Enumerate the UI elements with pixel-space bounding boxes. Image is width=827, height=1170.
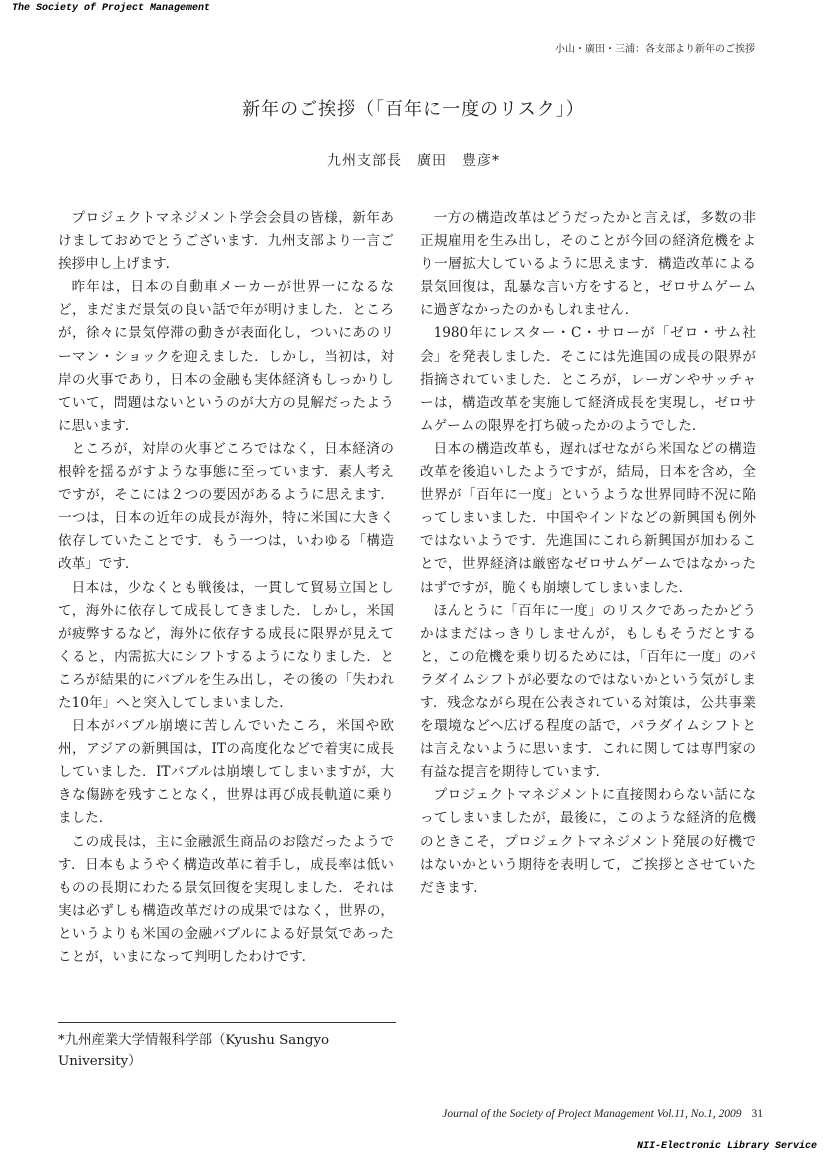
- paragraph: 1980年にレスター・C・サローが「ゼロ・サム社会」を発表しました．そこには先進国の成長の限界が指摘されていました．ところが，レーガンやサッチャーは，構造改革を実施して経済成長を実現し，ゼロサムゲームの限界を打ち破ったかのようでした．: [420, 325, 756, 434]
- left-column: [58, 207, 394, 969]
- paragraph: ところが，対岸の火事どころではなく，日本経済の根幹を揺るがすような事態に至っています．素人考えですが，そこには２つの要因があるように思えます．一つは，日本の近年の成長が海外，特に米国に大きく依存していたことです．もう一つは，いわゆる「構造改革」です．: [58, 440, 394, 573]
- paragraph: 日本の構造改革も，遅ればせながら米国などの構造改革を後追いしたようですが，結局，日本を含め，全世界が「百年に一度」というような世界同時不況に陥ってしまいました．中国やインドなどの新興国も例外ではないようです．先進国にこれら新興国が加わることで，世界経済は厳密なゼロサムゲームではなかったはずですが，脆くも崩壊してしまいました．: [420, 440, 756, 596]
- paragraph: 日本は，少なくとも戦後は，一貫して貿易立国として，海外に依存して成長してきました．しかし，米国が疲弊するなど，海外に依存する成長に限界が見えてくると，内需拡大にシフトするようになりました．ところが結果的にバブルを生み出し，その後の「失われた10年」へと突入してしまいました．: [58, 579, 394, 711]
- library-service-stamp: NII-Electronic Library Service: [636, 1141, 817, 1152]
- running-head: 小山・廣田・三浦：各支部より新年のご挨拶: [555, 44, 755, 55]
- paragraph: プロジェクトマネジメントに直接関わらない話になってしまいましたが，最後に，このような経済的危機のときこそ，プロジェクトマネジメント発展の好機ではないかという期待を表明して，ご挨拶とさせていただきます．: [420, 787, 756, 896]
- page-number: 31: [751, 1108, 763, 1120]
- footnote-divider: [58, 1022, 396, 1023]
- paragraph: この成長は，主に金融派生商品のお陰だったようです．日本もようやく構造改革に着手し，成長率は低いものの長期にわたる景気回復を実現しました．それは実は必ずしも構造改革だけの成果ではなく，世界の，というよりも米国の金融バブルによる好景気であったことが，いまになって判明したわけです．: [58, 833, 394, 965]
- paragraph: 昨年は，日本の自動車メーカーが世界一になるなど，まだまだ景気の良い話で年が明けました．ところが，徐々に景気停滞の動きが表面化し，ついにあのリーマン・ショックを迎えました．しかし，当初は，対岸の火事であり，日本の金融も実体経済もしっかりしていて，問題はないというのが大方の見解だったように思います．: [58, 279, 394, 434]
- journal-name: Journal of the Society of Project Management Vol.11, No.1, 2009: [442, 1108, 742, 1120]
- journal-citation: [442, 1108, 763, 1120]
- paragraph: 一方の構造改革はどうだったかと言えば，多数の非正規雇用を生み出し，そのことが今回の経済危機をより一層拡大しているように思えます．構造改革による景気回復は，乱暴な言い方をすると，ゼロサムゲームに過ぎなかったのかもしれません．: [420, 210, 756, 319]
- author-affiliation-footnote: *九州産業大学情報科学部（Kyushu Sangyo University）: [58, 1033, 330, 1069]
- paragraph: ほんとうに「百年に一度」のリスクであったかどうかはまだはっきりしませんが，もしもそうだとすると，この危機を乗り切るためには，「百年に一度」のパラダイムシフトが必要なのではないかという気がします．残念ながら現在公表されている対策は，公共事業を環境などへ広げる程度の話で，パラダイムシフトとは言えないように思います．これに関しては専門家の有益な提言を期待しています．: [420, 602, 756, 781]
- article-title: 新年のご挨拶（「百年に一度のリスク」）: [242, 99, 585, 120]
- society-stamp: The Society of Project Management: [12, 3, 211, 14]
- paragraph: プロジェクトマネジメント学会会員の皆様，新年あけましておめでとうございます．九州支部より一言ご挨拶申し上げます．: [58, 210, 394, 273]
- right-column: [420, 207, 756, 900]
- author-line: 九州支部長 廣田 豊彦*: [327, 153, 500, 169]
- paragraph: 日本がバブル崩壊に苦しんでいたころ，米国や欧州，アジアの新興国は，ITの高度化などで着実に成長していました．ITバブルは崩壊してしまいますが，大きな傷跡を残すことなく，世界は再び成長軌道に乗りました．: [58, 718, 394, 827]
